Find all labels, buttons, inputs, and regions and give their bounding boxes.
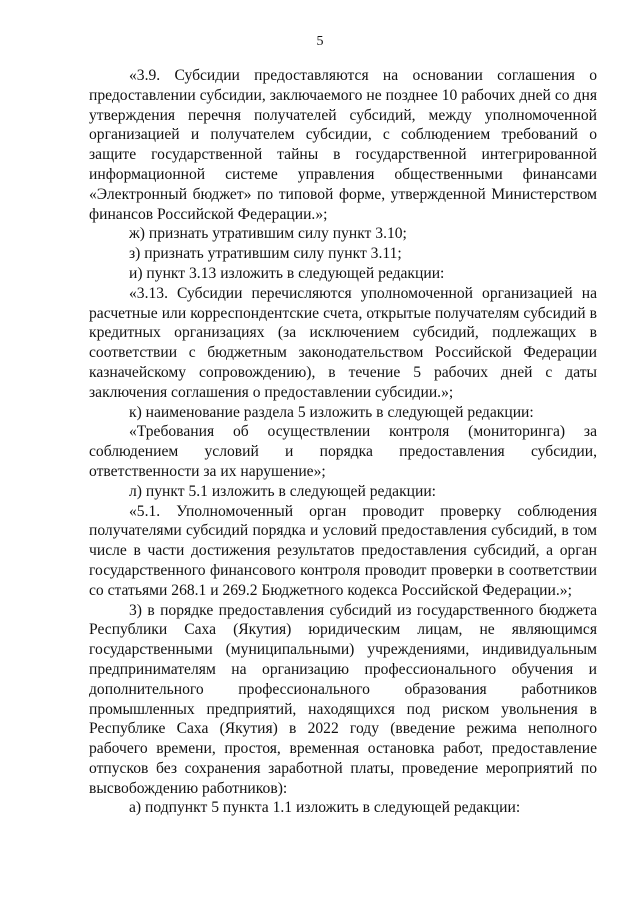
paragraph-k: к) наименование раздела 5 изложить в следующей редакции:	[129, 403, 534, 421]
paragraph-3-13: «3.13. Субсидии перечисляются уполномоченной организацией на расчетные или корреспондентские счета, открытые получателям субсидий в кредитных организациях (за исключением субсидий, подлежащих в соответствии с бюджетным законодательством Российской Федерации казначейскому сопровождению), в течение 5 рабочих дней с даты заключения соглашения о предоставлении субсидии.»;	[89, 284, 597, 401]
page-number: 5	[316, 34, 324, 49]
document-body	[89, 66, 597, 818]
paragraph-z: з) признать утратившим силу пункт 3.11;	[129, 245, 402, 263]
paragraph-section-5-title: «Требования об осуществлении контроля (мониторинга) за соблюдением условий и порядка предоставления субсидии, ответственности за их нарушение»;	[89, 423, 597, 480]
paragraph-3: 3) в порядке предоставления субсидий из государственного бюджета Республики Саха (Якутия) юридическим лицам, не являющимся государственными (муниципальными) учреждениями, индивидуальным предпринимателям на организацию профессионального обучения и дополнительного профессионального образования работников промышленных предприятий, находящихся под риском увольнения в Республике Саха (Якутия) в 2022 году (введение режима неполного рабочего времени, простоя, временная остановка работ, предоставление отпусков без сохранения заработной платы, проведение мероприятий по высвобождению работников):	[89, 601, 597, 797]
paragraph-l: л) пункт 5.1 изложить в следующей редакции:	[129, 482, 437, 500]
paragraph-a: а) подпункт 5 пункта 1.1 изложить в следующей редакции:	[129, 799, 521, 817]
paragraph-3-9: «3.9. Субсидии предоставляются на основании соглашения о предоставлении субсидии, заключаемого не позднее 10 рабочих дней со дня утверждения перечня получателей субсидий, между уполномоченной организацией и получателем субсидии, с соблюдением требований о защите государственной тайны в государственной интегрированной информационной системе управления общественными финансами «Электронный бюджет» по типовой форме, утвержденной Министерством финансов Российской Федерации.»;	[89, 67, 597, 223]
paragraph-i: и) пункт 3.13 изложить в следующей редакции:	[129, 264, 445, 282]
paragraph-5-1: «5.1. Уполномоченный орган проводит проверку соблюдения получателями субсидий порядка и условий предоставления субсидий, в том числе в части достижения результатов предоставления субсидий, а орган государственного финансового контроля проводит проверки в соответствии со статьями 268.1 и 269.2 Бюджетного кодекса Российской Федерации.»;	[89, 502, 597, 599]
paragraph-zh: ж) признать утратившим силу пункт 3.10;	[129, 225, 407, 243]
